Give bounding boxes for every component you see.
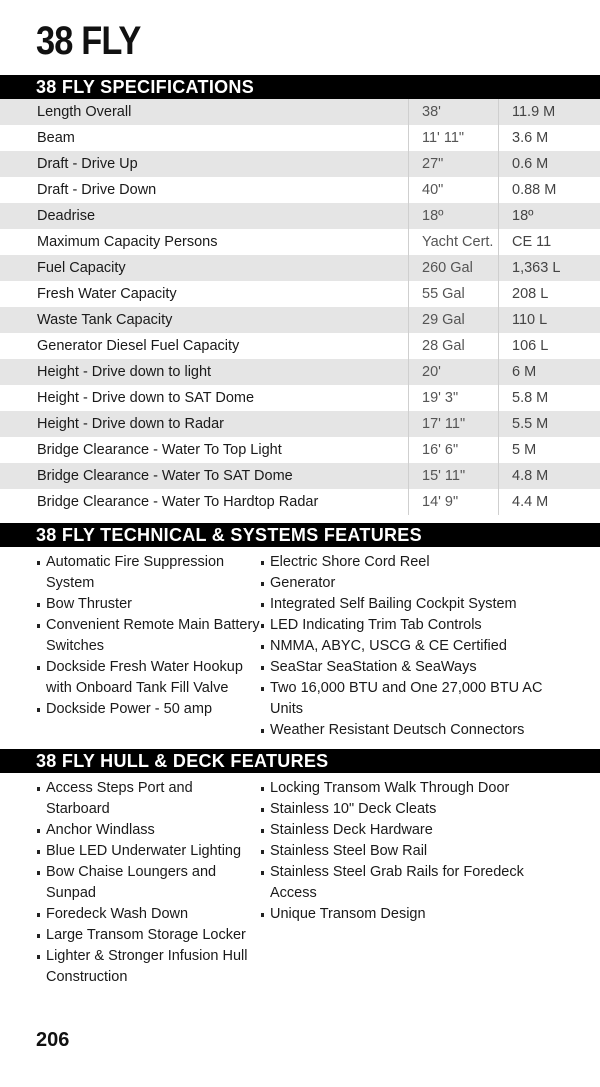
spec-name: Bridge Clearance - Water To SAT Dome [0, 463, 409, 489]
spec-row [0, 281, 600, 307]
feature-item: SeaStar SeaStation & SeaWays [260, 657, 560, 678]
feature-item: Electric Shore Cord Reel [260, 552, 560, 573]
feature-item: Access Steps Port and Starboard [36, 778, 260, 820]
hull-deck-features-left-column [36, 778, 260, 988]
spec-metric-value: 5.5 M [499, 411, 600, 437]
spec-imperial-value: 16' 6" [409, 437, 499, 463]
feature-item: Generator [260, 573, 560, 594]
spec-metric-value: 11.9 M [499, 99, 600, 125]
spec-metric-value: 1,363 L [499, 255, 600, 281]
spec-metric-value: 110 L [499, 307, 600, 333]
spec-row [0, 385, 600, 411]
specifications-heading: 38 FLY SPECIFICATIONS [0, 75, 600, 99]
spec-metric-value: 4.4 M [499, 489, 600, 515]
feature-item: Convenient Remote Main Battery Switches [36, 615, 260, 657]
feature-item: Stainless Steel Bow Rail [260, 841, 560, 862]
spec-metric-value: 208 L [499, 281, 600, 307]
spec-name: Height - Drive down to SAT Dome [37, 390, 255, 406]
spec-name: Draft - Drive Up [0, 151, 409, 177]
spec-row [0, 203, 600, 229]
spec-row [0, 437, 600, 463]
spec-name: Height - Drive down to light [0, 359, 409, 385]
page-number: 206 [36, 1029, 70, 1051]
spec-row [0, 229, 600, 255]
spec-imperial-value: 28 Gal [409, 333, 499, 359]
feature-item: Bow Chaise Loungers and Sunpad [36, 862, 260, 904]
spec-name: Length Overall [0, 99, 409, 125]
spec-imperial-value: 29 Gal [409, 307, 499, 333]
spec-metric-value: 4.8 M [499, 463, 600, 489]
spec-row [0, 489, 600, 515]
spec-imperial-value: 27" [409, 151, 499, 177]
spec-imperial-value: 17' 11" [409, 411, 499, 437]
feature-item: Locking Transom Walk Through Door [260, 778, 560, 799]
spec-row [0, 125, 600, 151]
spec-name: Bridge Clearance - Water To Top Light [37, 442, 282, 458]
feature-item: Foredeck Wash Down [36, 904, 260, 925]
spec-row [0, 99, 600, 125]
feature-item: Integrated Self Bailing Cockpit System [260, 594, 560, 615]
feature-item: Blue LED Underwater Lighting [36, 841, 260, 862]
feature-item: Stainless Deck Hardware [260, 820, 560, 841]
spec-row [0, 333, 600, 359]
spec-name: Generator Diesel Fuel Capacity [37, 338, 240, 354]
feature-item: Anchor Windlass [36, 820, 260, 841]
spec-imperial-value: 20' [409, 359, 499, 385]
spec-name: Maximum Capacity Persons [37, 234, 218, 250]
hull-deck-features-heading: 38 FLY HULL & DECK FEATURES [0, 749, 600, 773]
spec-metric-value: CE 11 [499, 229, 600, 255]
feature-item: Unique Transom Design [260, 904, 560, 925]
feature-item: Dockside Fresh Water Hookup with Onboard Tank Fill Valve [36, 657, 260, 699]
spec-name: Draft - Drive Down [37, 182, 157, 198]
feature-item: Lighter & Stronger Infusion Hull Construction [36, 946, 260, 988]
feature-item: LED Indicating Trim Tab Controls [260, 615, 560, 636]
technical-features-right-column [260, 552, 560, 741]
spec-row [0, 411, 600, 437]
spec-name: Deadrise [0, 203, 409, 229]
feature-item: Automatic Fire Suppression System [36, 552, 260, 594]
spec-imperial-value: 19' 3" [409, 385, 499, 411]
spec-metric-value: 6 M [499, 359, 600, 385]
spec-name: Waste Tank Capacity [0, 307, 409, 333]
spec-imperial-value: 14' 9" [409, 489, 499, 515]
spec-metric-value: 5.8 M [499, 385, 600, 411]
hull-deck-features-list [36, 778, 596, 988]
spec-metric-value: 3.6 M [499, 125, 600, 151]
spec-imperial-value: 38' [409, 99, 499, 125]
feature-item: Large Transom Storage Locker [36, 925, 260, 946]
spec-imperial-value: 18º [409, 203, 499, 229]
page-title: 38 FLY [36, 19, 141, 63]
spec-name: Height - Drive down to Radar [0, 411, 409, 437]
spec-imperial-value: 15' 11" [409, 463, 499, 489]
feature-item: Two 16,000 BTU and One 27,000 BTU AC Units [260, 678, 560, 720]
spec-imperial-value: Yacht Cert. [409, 229, 499, 255]
spec-imperial-value: 11' 11" [409, 125, 499, 151]
spec-name: Fresh Water Capacity [37, 286, 177, 302]
hull-deck-features-right-column [260, 778, 560, 988]
feature-item: Stainless 10" Deck Cleats [260, 799, 560, 820]
spec-metric-value: 0.6 M [499, 151, 600, 177]
spec-name: Beam [37, 130, 75, 146]
spec-row [0, 255, 600, 281]
technical-features-list [36, 552, 596, 741]
feature-item: Weather Resistant Deutsch Connectors [260, 720, 560, 741]
spec-row [0, 177, 600, 203]
feature-item: NMMA, ABYC, USCG & CE Certified [260, 636, 560, 657]
spec-metric-value: 18º [499, 203, 600, 229]
spec-row [0, 359, 600, 385]
specifications-table [0, 99, 600, 515]
spec-name: Bridge Clearance - Water To Hardtop Radar [37, 494, 319, 510]
spec-row [0, 463, 600, 489]
spec-name: Fuel Capacity [0, 255, 409, 281]
spec-imperial-value: 40" [409, 177, 499, 203]
spec-metric-value: 106 L [499, 333, 600, 359]
technical-features-left-column [36, 552, 260, 741]
spec-metric-value: 5 M [499, 437, 600, 463]
spec-row [0, 151, 600, 177]
spec-row [0, 307, 600, 333]
spec-imperial-value: 55 Gal [409, 281, 499, 307]
spec-metric-value: 0.88 M [499, 177, 600, 203]
technical-features-heading: 38 FLY TECHNICAL & SYSTEMS FEATURES [0, 523, 600, 547]
feature-item: Dockside Power - 50 amp [36, 699, 260, 720]
feature-item: Bow Thruster [36, 594, 260, 615]
spec-imperial-value: 260 Gal [409, 255, 499, 281]
feature-item: Stainless Steel Grab Rails for Foredeck Access [260, 862, 560, 904]
